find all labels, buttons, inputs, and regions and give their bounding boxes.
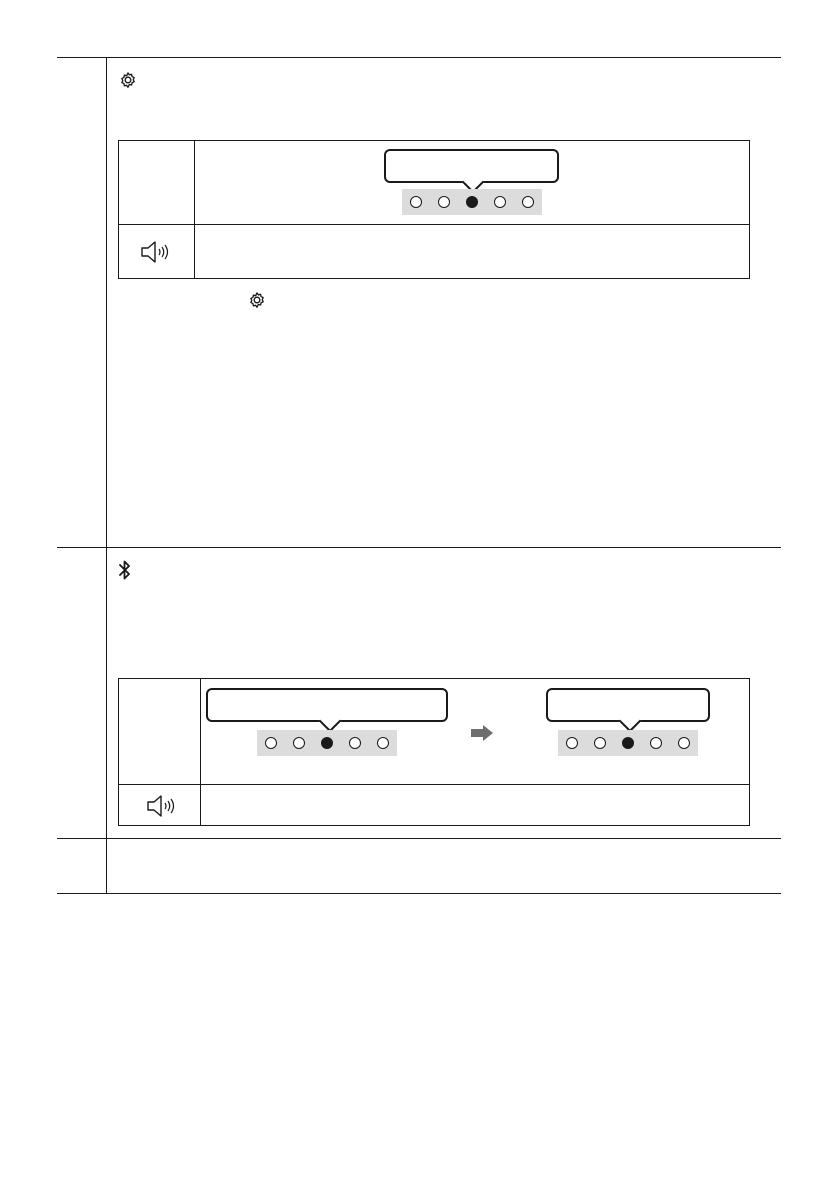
led-1 (265, 737, 277, 749)
led-5 (678, 737, 690, 749)
display-bubble-after (546, 688, 710, 722)
inner-row-divider (119, 224, 749, 225)
gear-icon-inline (247, 290, 267, 310)
led-2 (594, 737, 606, 749)
led-indicator-strip-after (558, 730, 698, 756)
led-4 (349, 737, 361, 749)
inner-row-divider (119, 784, 749, 785)
led-5 (522, 196, 534, 208)
display-bubble (384, 149, 559, 183)
arrow-right-icon (470, 724, 494, 742)
gear-icon (118, 70, 138, 90)
led-2 (293, 737, 305, 749)
led-2 (438, 196, 450, 208)
led-indicator-strip-before (257, 730, 397, 756)
table-top-border (57, 57, 781, 58)
table-bottom-border (57, 893, 781, 894)
display-bubble-before (206, 688, 448, 722)
row-divider-1 (57, 547, 781, 548)
inner-col-divider (200, 679, 201, 825)
led-4 (650, 737, 662, 749)
led-3-active (321, 737, 333, 749)
led-4 (494, 196, 506, 208)
bluetooth-icon (118, 559, 132, 581)
left-column-divider (106, 57, 107, 894)
led-1 (566, 737, 578, 749)
led-3-active (622, 737, 634, 749)
led-5 (377, 737, 389, 749)
speaker-icon (140, 240, 174, 264)
speaker-icon (146, 794, 180, 818)
led-1 (410, 196, 422, 208)
row-divider-2 (57, 838, 781, 839)
inner-col-divider (194, 141, 195, 278)
led-indicator-strip (402, 189, 542, 215)
led-3-active (466, 196, 478, 208)
